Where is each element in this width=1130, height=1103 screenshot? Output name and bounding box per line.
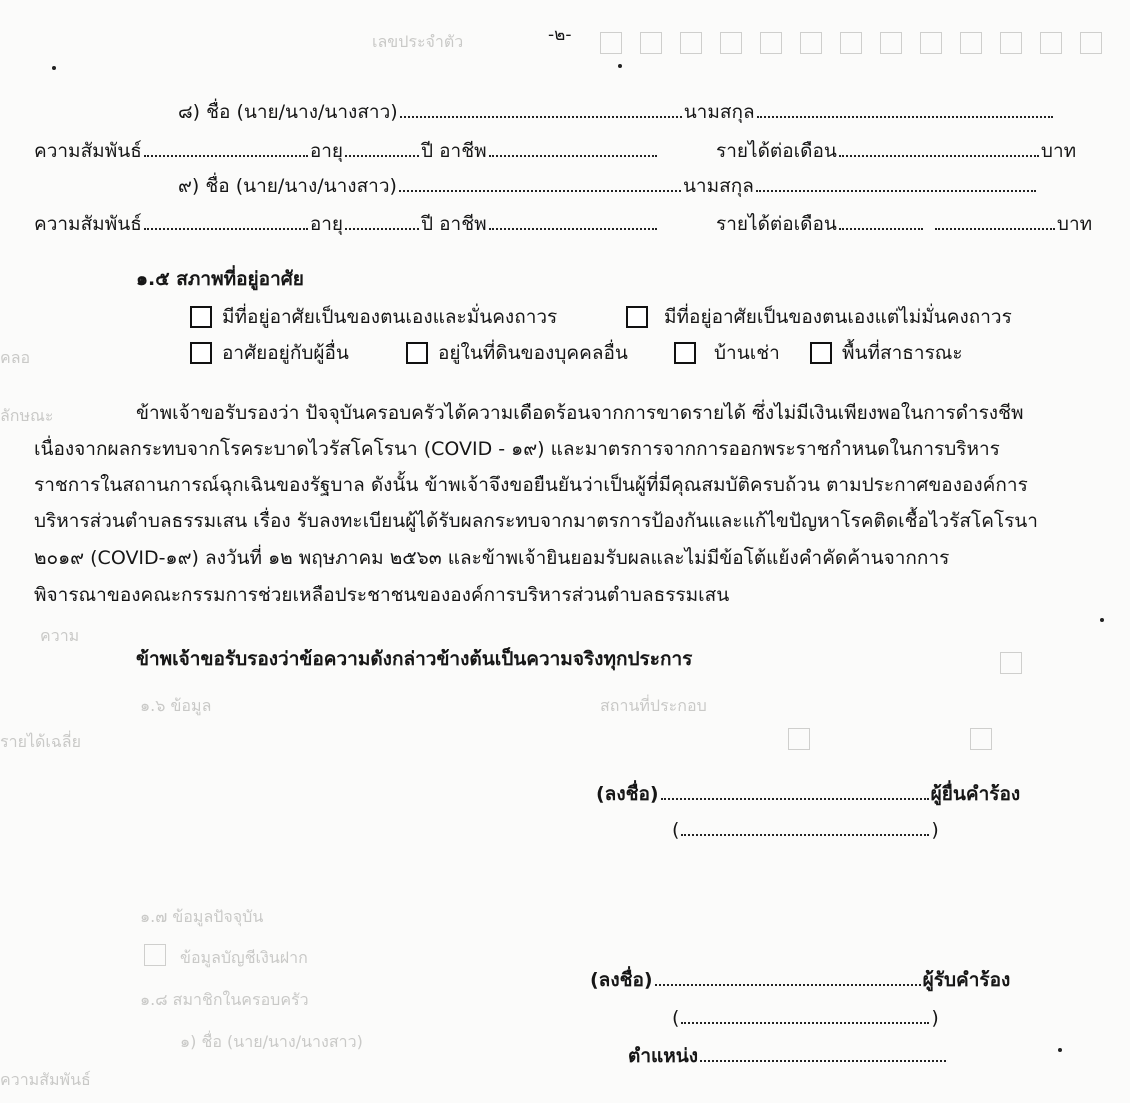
age-field[interactable] [345,137,419,157]
surname-label: นามสกุล [683,101,755,123]
member-8-income [716,137,1076,164]
surname-field[interactable] [757,98,1053,118]
declaration-line-5: ๒๐๑๙ (COVID-๑๙) ลงวันที่ ๑๒ พฤษภาคม ๒๕๖๓ และข้าพเจ้ายินยอมรับผลและไม่มีข้อโต้แย้งคำคัดค้านจากการ [34,547,950,569]
open-paren: ( [672,819,680,841]
speck-dot [618,64,622,68]
speck-dot [1100,618,1104,622]
receiver-name-row [672,1004,939,1031]
member-name-label: ๙) ชื่อ (นาย/นาง/นางสาว) [178,175,397,197]
occupation-field[interactable] [489,210,657,230]
housing-with-others-checkbox[interactable] [190,342,212,364]
housing-option-label: บ้านเช่า [714,342,780,364]
housing-rented-checkbox[interactable] [674,342,696,364]
member-9-income [716,210,1092,237]
applicant-signature-row [596,780,1020,807]
year-occupation-label: ปี อาชีพ [421,213,487,235]
applicant-role-label: ผู้ยื่นคำร้อง [930,783,1021,805]
age-label: อายุ [309,213,344,235]
page-number: -๒- [548,25,572,45]
year-occupation-label: ปี อาชีพ [421,140,487,162]
income-field[interactable] [839,210,923,230]
member-8-name-row [178,98,1055,125]
declaration-line-2: เนื่องจากผลกระทบจากโรคระบาดไวรัสโคโรนา (COVID - ๑๙) และมาตรการจากการออกพระราชกำหนดในการบริหาร [34,438,1000,460]
speck-dot [1058,1048,1062,1052]
age-label: อายุ [309,140,344,162]
applicant-name-row [672,816,939,843]
close-paren: ) [931,819,939,841]
age-field[interactable] [345,210,419,230]
member-8-detail-row [34,137,659,164]
position-field[interactable] [700,1042,946,1062]
receiver-signature-field[interactable] [655,966,921,986]
relation-field[interactable] [144,210,308,230]
housing-heading: ๑.๕ สภาพที่อยู่อาศัย [136,268,304,290]
income-field-extra[interactable] [935,210,1055,230]
member-name-label: ๘) ชื่อ (นาย/นาง/นางสาว) [178,101,398,123]
baht-label: บาท [1040,140,1077,162]
member-9-detail-row [34,210,659,237]
form-page: เลขประจำตัว คลอ ลักษณะ ความ ๑.๖ ข้อมูล สถานที่ประกอบ รายได้เฉลี่ย ๑.๗ ข้อมูลปัจจุบัน ข้อมูลบัญชีเงินฝาก ๑.๘ สมาชิกในครอบครัว ๑) ชื่อ (นาย/นาง/นางสาว) ความสัมพันธ์ -๒- ๘) ชื่อ (นาย/นาง/นางสาว) นามสกุล ความสัมพันธ์ อายุ ปี อาชีพ รายได้ต่อเดือน บาท ๙) ชื่อ (นาย/นาง/นางสาว) นามสกุล ความสัมพันธ์ อายุ ปี อาชีพ รายได้ต่อเดือน บาท ๑.๕ สภาพที่อยู่อาศัย มีที่อยู่อาศัยเป็นของตนเองและมั่นคงถาวร มีที่อยู่อาศัยเป็นของตนเองแต่ไม่มั่นคงถาวร อาศัยอยู่กับผู้อื่น อยู่ในที่ดินของบุคคลอื่น บ้านเช่า พื้นที่สาธารณะ ข้าพเจ้าขอรับรองว่า ปัจจุบันครอบครัวได้ความเดือดร้อนจากการขาดรายได้ ซึ่งไม่มีเงินเพียงพอในการดำรงชีพ เนื่องจากผลกระทบจากโรคระบาดไวรัสโคโรนา (COVID - ๑๙) และมาตรการจากการออกพระราชกำหนดในการบริหาร ราชการในสถานการณ์ฉุกเฉินของรัฐบาล ดังนั้น ข้าพเจ้าจึงขอยืนยันว่าเป็นผู้ที่มีคุณสมบัติครบถ้วน ตามประกาศขององค์การ บริหารส่วนตำบลธรรมเสน เรื่อง รับลงทะเบียนผู้ได้รับผลกระทบจากมาตรการป้องกันและแก้ไขปัญหาโรคติดเชื้อไวรัสโคโรนา ๒๐๑๙ (COVID-๑๙) ลงวันที่ ๑๒ พฤษภาคม ๒๕๖๓ และข้าพเจ้ายินยอมรับผลและไม่มีข้อโต้แย้งคำคัดค้านจากการ พิจารณาของคณะกรรมการช่วยเหลือประชาชนขององค์การบริหารส่วนตำบลธรรมเสน ข้าพเจ้าขอรับรองว่าข้อความดังกล่าวข้างต้นเป็นความจริงทุกประการ (ลงชื่อ) ผู้ยื่นคำร้อง ( ) (ลงชื่อ) ผู้รับคำร้อง ( ) ตำแหน่ง [0,0,1130,1103]
income-label: รายได้ต่อเดือน [716,213,837,235]
certify-statement: ข้าพเจ้าขอรับรองว่าข้อความดังกล่าวข้างต้นเป็นความจริงทุกประการ [136,648,693,670]
open-paren: ( [672,1007,680,1029]
occupation-field[interactable] [489,137,657,157]
member-9-name-row [178,172,1038,199]
relation-label: ความสัมพันธ์ [34,213,142,235]
housing-public-area-checkbox[interactable] [810,342,832,364]
speck-dot [52,66,56,70]
declaration-line-1: ข้าพเจ้าขอรับรองว่า ปัจจุบันครอบครัวได้ความเดือดร้อนจากการขาดรายได้ ซึ่งไม่มีเงินเพียงพอในการดำรงชีพ [136,402,1024,424]
baht-label: บาท [1056,213,1093,235]
relation-label: ความสัมพันธ์ [34,140,142,162]
housing-own-stable-checkbox[interactable] [190,306,212,328]
housing-option-label: มีที่อยู่อาศัยเป็นของตนเองแต่ไม่มั่นคงถาวร [664,306,1012,328]
receiver-printed-name-field[interactable] [681,1004,929,1024]
housing-option-label: อยู่ในที่ดินของบุคคลอื่น [438,342,628,364]
housing-others-land-checkbox[interactable] [406,342,428,364]
sign-label: (ลงชื่อ) [596,783,659,805]
income-field[interactable] [839,137,1039,157]
declaration-line-3: ราชการในสถานการณ์ฉุกเฉินของรัฐบาล ดังนั้น ข้าพเจ้าจึงขอยืนยันว่าเป็นผู้ที่มีคุณสมบัติครบถ้วน ตามประกาศขององค์การ [34,474,1028,496]
housing-option-label: อาศัยอยู่กับผู้อื่น [222,342,349,364]
position-row [628,1042,948,1069]
income-label: รายได้ต่อเดือน [716,140,837,162]
declaration-line-6: พิจารณาของคณะกรรมการช่วยเหลือประชาชนขององค์การบริหารส่วนตำบลธรรมเสน [34,584,730,606]
sign-label: (ลงชื่อ) [590,969,653,991]
surname-label: นามสกุล [682,175,754,197]
applicant-signature-field[interactable] [661,780,929,800]
surname-field[interactable] [756,172,1036,192]
applicant-printed-name-field[interactable] [681,816,929,836]
receiver-signature-row [590,966,1010,993]
receiver-role-label: ผู้รับคำร้อง [922,969,1011,991]
housing-option-label: พื้นที่สาธารณะ [842,342,963,364]
name-field[interactable] [400,98,682,118]
name-field[interactable] [399,172,681,192]
declaration-line-4: บริหารส่วนตำบลธรรมเสน เรื่อง รับลงทะเบียนผู้ได้รับผลกระทบจากมาตรการป้องกันและแก้ไขปัญหาโรคติดเชื้อไวรัสโคโรนา [34,510,1038,532]
housing-option-label: มีที่อยู่อาศัยเป็นของตนเองและมั่นคงถาวร [222,306,558,328]
close-paren: ) [931,1007,939,1029]
housing-own-unstable-checkbox[interactable] [626,306,648,328]
position-label: ตำแหน่ง [628,1045,699,1067]
relation-field[interactable] [144,137,308,157]
